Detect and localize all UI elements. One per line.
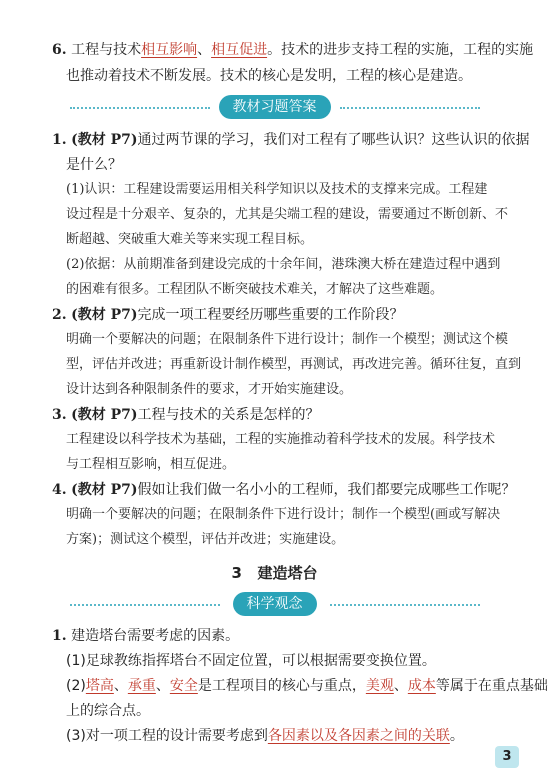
answer-line: 方案)；测试这个模型，评估并改进；实施建设。: [66, 532, 345, 547]
textbook-tag: (教材 P7): [71, 407, 138, 423]
answer-line: 的困难有很多。工程团队不断突破技术难关，才解决了这些难题。: [66, 282, 444, 297]
answer-line: 明确一个要解决的问题；在限制条件下进行设计；制作一个模型(画或写解决: [66, 507, 501, 522]
question-text: 工程与技术的关系是怎样的？: [137, 407, 320, 423]
dotted-divider-left: [70, 107, 210, 109]
text: 、: [393, 678, 408, 694]
question-text: 完成一项工程要经历哪些重要的工作阶段？: [137, 307, 404, 323]
question-number: 3.: [52, 407, 67, 423]
text: 、: [155, 678, 170, 694]
question-text: 假如让我们做一名小小的工程师，我们都要完成哪些工作呢？: [137, 482, 516, 498]
text: (3)对一项工程的设计需要考虑到: [66, 728, 268, 744]
section-number: 3: [231, 564, 242, 582]
question-number: 2.: [52, 307, 67, 323]
item-number: 6.: [52, 42, 67, 58]
answer-fill: 承重: [127, 678, 156, 694]
answer-line: 设过程是十分艰辛、复杂的，尤其是尖端工程的建设，需要通过不断创新、不: [66, 207, 509, 222]
dotted-divider-right: [340, 107, 480, 109]
section-title: [0, 562, 549, 583]
question-2: [52, 303, 403, 327]
concept-point-2-cont: 上的综合点。: [66, 703, 150, 719]
question-text: 是什么？: [66, 157, 122, 173]
text: 。技术的进步支持工程的实施，工程的实施: [267, 42, 534, 58]
answer-line: 与工程相互影响，相互促进。: [66, 457, 236, 472]
text: 、: [197, 42, 212, 58]
concept-1: [52, 624, 239, 648]
text: 是工程项目的核心与重点，: [197, 678, 366, 694]
section-banner-science-concepts: 科学观念: [233, 592, 317, 616]
answer-line: (2)依据：从前期准备到建设完成的十余年间，港珠澳大桥在建造过程中遇到: [66, 257, 501, 272]
item-6-line-2: 也推动着技术不断发展。技术的核心是发明，工程的核心是建造。: [66, 68, 472, 84]
answer-line: 断超越、突破重大难关等来实现工程目标。: [66, 232, 314, 247]
section-banner-textbook-answers: 教材习题答案: [219, 95, 331, 119]
concept-point-3: [66, 724, 464, 748]
item-6-line-1: [52, 38, 533, 62]
question-4: [52, 478, 515, 502]
answer-fill: 各因素以及各因素之间的关联: [267, 728, 450, 744]
item-number: 1.: [52, 628, 67, 644]
page-number: 3: [495, 746, 519, 768]
question-text: 通过两节课的学习，我们对工程有了哪些认识？这些认识的依据: [137, 132, 530, 148]
answer-line: (1)认识：工程建设需要运用相关科学知识以及技术的支撑来完成。工程建: [66, 182, 488, 197]
answer-line: 型，评估并改进；再重新设计制作模型，再测试，再改进完善。循环往复，直到: [66, 357, 522, 372]
question-1: [52, 128, 529, 152]
text: (2): [66, 678, 86, 694]
answer-line: 设计达到各种限制条件的要求，才开始实施建设。: [66, 382, 353, 397]
textbook-tag: (教材 P7): [71, 132, 138, 148]
concept-point-1: (1)足球教练指挥塔台不固定位置，可以根据需要变换位置。: [66, 653, 436, 669]
answer-fill: 相互促进: [211, 42, 268, 58]
text: 、: [113, 678, 128, 694]
text: 建造塔台需要考虑的因素。: [71, 628, 240, 644]
dotted-divider-right: [330, 604, 480, 606]
text: 工程与技术: [71, 42, 142, 58]
textbook-tag: (教材 P7): [71, 307, 138, 323]
question-number: 4.: [52, 482, 67, 498]
question-number: 1.: [52, 132, 67, 148]
answer-fill: 美观: [365, 678, 394, 694]
textbook-tag: (教材 P7): [71, 482, 138, 498]
answer-line: 明确一个要解决的问题；在限制条件下进行设计；制作一个模型；测试这个模: [66, 332, 509, 347]
section-heading: 建造塔台: [257, 564, 318, 582]
answer-line: 工程建设以科学技术为基础，工程的实施推动着科学技术的发展。科学技术: [66, 432, 496, 447]
answer-fill: 安全: [169, 678, 198, 694]
dotted-divider-left: [70, 604, 220, 606]
answer-fill: 相互影响: [141, 42, 198, 58]
text: 。: [449, 728, 464, 744]
text: 等属于在重点基础: [435, 678, 548, 694]
answer-fill: 成本: [407, 678, 436, 694]
concept-point-2: [66, 674, 548, 698]
answer-fill: 塔高: [85, 678, 114, 694]
question-3: [52, 403, 319, 427]
